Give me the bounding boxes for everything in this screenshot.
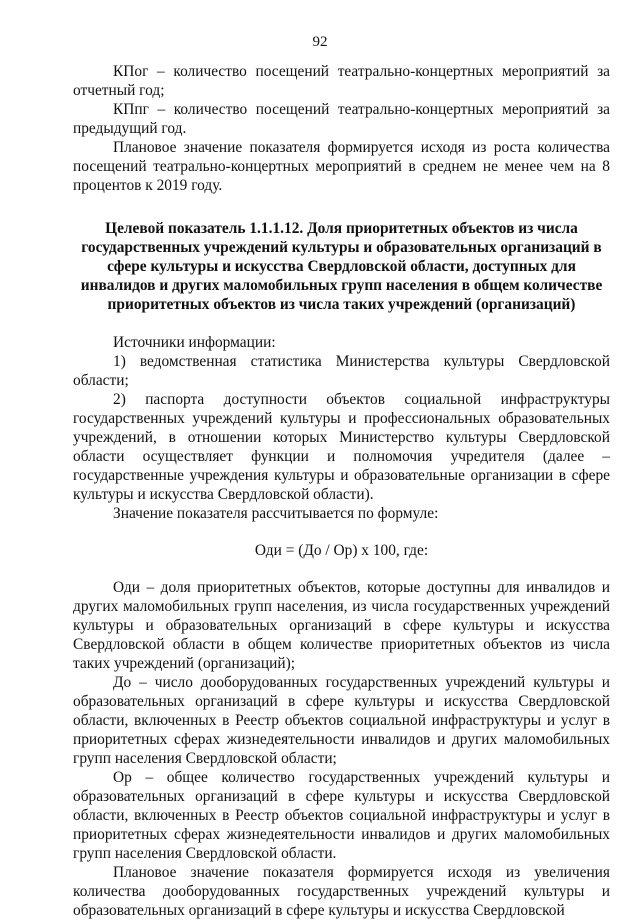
definition-odi: Оди – доля приоритетных объектов, которые доступны для инвалидов и других маломобильных групп населения, из числа государственных учреждений культуры и образовательных организаций в сфере культуры и искусства Свердловской области в общем количестве приоритетных объектов из числа таких учреждений (организаций); — [73, 579, 610, 672]
section-heading: Целевой показатель 1.1.1.12. Доля приоритетных объектов из числа государственных учреждений культуры и образовательных организаций в сфере культуры и искусства Свердловской области, доступных для инвалидов и других маломобильных групп населения в общем количестве приоритетных объектов из числа таких учреждений (организаций) — [80, 220, 603, 313]
page-number: 92 — [312, 34, 328, 50]
definition-do: До – число дооборудованных государственных учреждений культуры и образовательных организаций в сфере культуры и искусства Свердловской области, включенных в Реестр объектов социальной инфраструктуры и услуг в приоритетных сферах жизнедеятельности инвалидов и других маломобильных групп населения Свердловской области; — [73, 674, 610, 767]
formula-intro: Значение показателя рассчитывается по формуле: — [113, 505, 439, 522]
paragraph-kpog: КПог – количество посещений театрально-концертных мероприятий за отчетный год; — [73, 63, 610, 99]
sources-title: Источники информации: — [113, 334, 276, 351]
paragraph-plan-value: Плановое значение показателя формируется исходя из роста количества посещений театрально-концертных мероприятий в среднем не менее чем на 8 процентов к 2019 году. — [73, 139, 610, 194]
source-item: 2) паспорта доступности объектов социальной инфраструктуры государственных учреждений культуры и профессиональных образовательных учреждений, в отношении которых Министерство культуры Свердловской области осуществляет функции и полномочия учредителя (далее – государственные учреждения культуры и образовательные организации в сфере культуры и искусства Свердловской области). — [73, 391, 610, 503]
paragraph-kppg: КПпг – количество посещений театрально-концертных мероприятий за предыдущий год. — [73, 101, 610, 137]
document-body — [73, 62, 610, 920]
source-item: 1) ведомственная статистика Министерства культуры Свердловской области; — [73, 353, 610, 389]
paragraph-plan-value-2: Плановое значение показателя формируется исходя из увеличения количества дооборудованных государственных учреждений культуры и образовательных организаций в сфере культуры и искусства Свердловской — [73, 864, 610, 919]
formula: Оди = (До / Ор) х 100, где: — [254, 542, 429, 559]
definition-or: Ор – общее количество государственных учреждений культуры и образовательных организаций в сфере культуры и искусства Свердловской области, включенных в Реестр объектов социальной инфраструктуры и услуг в приоритетных сферах жизнедеятельности инвалидов и других маломобильных групп населения Свердловской области. — [73, 769, 610, 862]
